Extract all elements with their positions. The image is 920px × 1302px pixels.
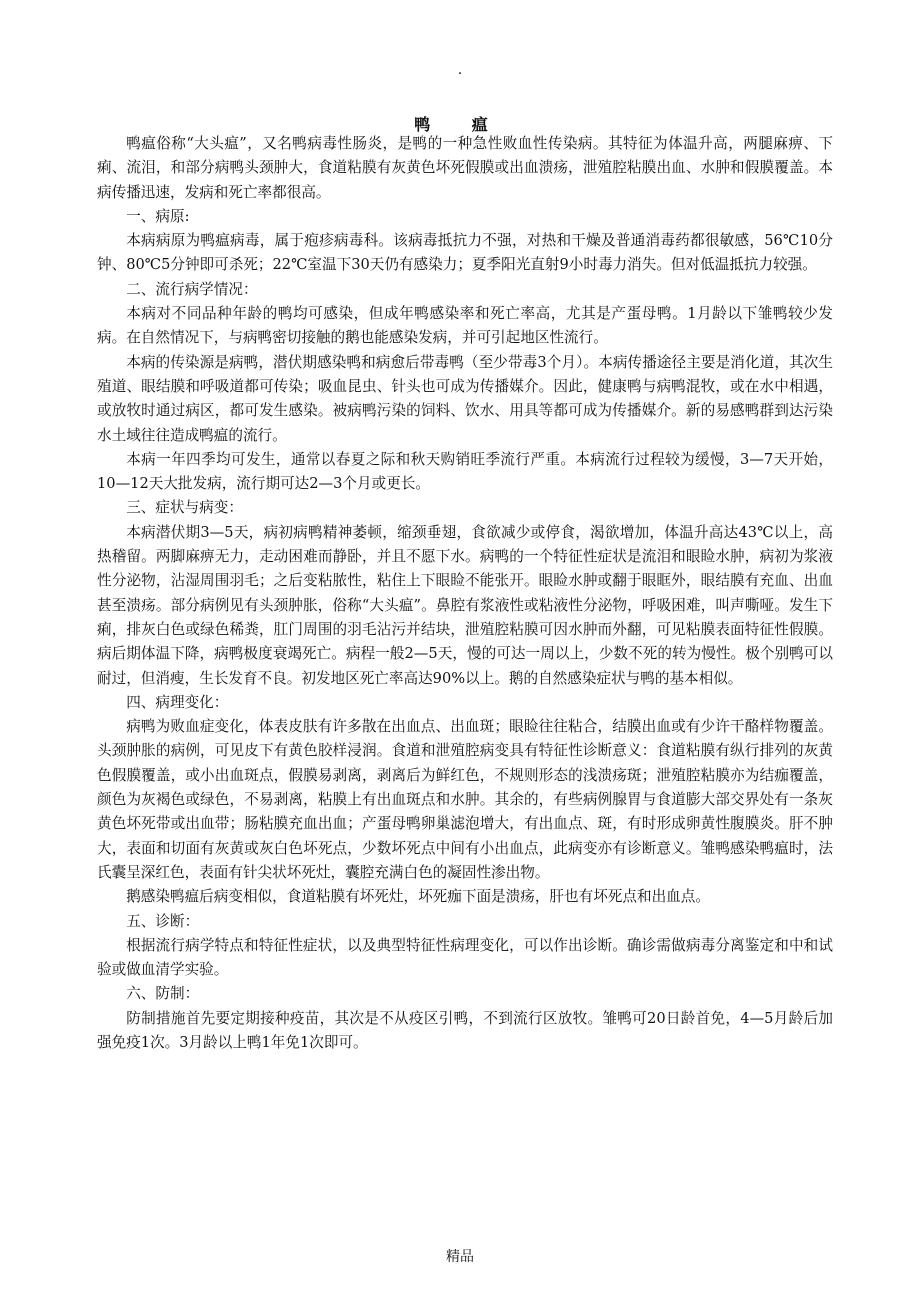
paragraph-epidemiology-2: 本病的传染源是病鸭，潜伏期感染鸭和病愈后带毒鸭（至少带毒3个月）。本病传播途径主要是消化道，其次生殖道、眼结膜和呼吸道都可传染；吸血昆虫、针头也可成为传播媒介。因此，健康鸭与病鸭混牧，或在水中相遇，或放牧时通过病区，都可发生感染。被病鸭污染的饲料、饮水、用具等都可成为传播媒介。新的易感鸭群到达污染水土域往往造成鸭瘟的流行。 [97,353,833,444]
paragraph-prevention: 防制措施首先要定期接种疫苗，其次是不从疫区引鸭，不到流行区放牧。雏鸭可20日龄首免，4—5月龄后加强免疫1次。3月龄以上鸭1年免1次即可。 [97,1009,833,1051]
intro-paragraph: 鸭瘟俗称“大头瘟”，又名鸭病毒性肠炎，是鸭的一种急性败血性传染病。其特征为体温升高，两腿麻痹、下痢、流泪，和部分病鸭头颈肿大，食道粘膜有灰黄色坏死假膜或出血溃疡，泄殖腔粘膜出血、水肿和假膜覆盖。本病传播迅速，发病和死亡率都很高。 [97,135,833,201]
paragraph-epidemiology-1: 本病对不同品种年龄的鸭均可感染，但成年鸭感染率和死亡率高，尤其是产蛋母鸭。1月龄以下雏鸭较少发病。在自然情况下，与病鸭密切接触的鹅也能感染发病，并可引起地区性流行。 [97,305,833,347]
section-heading-symptoms: 三、症状与病变： [126,499,243,517]
paragraph-symptoms: 本病潜伏期3—5天，病初病鸭精神萎顿，缩颈垂翅，食欲减少或停食，渴欲增加，体温升高达43℃以上，高热稽留。两脚麻痹无力，走动困难而静卧，并且不愿下水。病鸭的一个特征性症状是流泪和眼睑水肿，病初为浆液性分泌物，沾湿周围羽毛；之后变粘脓性，粘住上下眼睑不能张开。眼睑水肿或翻于眼眶外，眼结膜有充血、出血甚至溃疡。部分病例见有头颈肿胀，俗称“大头瘟”。鼻腔有浆液性或粘液性分泌物，呼吸困难，叫声嘶哑。发生下痢，排灰白色或绿色稀粪，肛门周围的羽毛沾污并结块，泄殖腔粘膜可因水肿而外翻，可见粘膜表面特征性假膜。病后期体温下降，病鸭极度衰竭死亡。病程一般2—5天，慢的可达一周以上，少数不死的转为慢性。极个别鸭可以耐过，但消瘦，生长发育不良。初发地区死亡率高达90%以上。鹅的自然感染症状与鸭的基本相似。 [97,523,833,687]
section-heading-diagnosis: 五、诊断： [126,912,200,930]
paragraph-pathology-1: 病鸭为败血症变化，体表皮肤有许多散在出血点、出血斑；眼睑往往粘合，结膜出血或有少许干酪样物覆盖。头颈肿胀的病例，可见皮下有黄色胶样浸润。食道和泄殖腔病变具有特征性诊断意义：食道粘膜有纵行排列的灰黄色假膜覆盖，或小出血斑点，假膜易剥离，剥离后为鲜红色，不规则形态的浅溃疡斑；泄殖腔粘膜亦为结痂覆盖，颜色为灰褐色或绿色，不易剥离，粘膜上有出血斑点和水肿。其余的，有些病例腺胃与食道膨大部交界处有一条灰黄色坏死带或出血带；肠粘膜充血出血；产蛋母鸭卵巢滤泡增大，有出血点、斑，有时形成卵黄性腹膜炎。肝不肿大，表面和切面有灰黄或灰白色坏死点，少数坏死点中间有小出血点，此病变亦有诊断意义。雏鸭感染鸭瘟时，法氏囊呈深红色，表面有针尖状坏死灶，囊腔充满白色的凝固性渗出物。 [97,718,833,881]
paragraph-pathology-2: 鹅感染鸭瘟后病变相似，食道粘膜有坏死灶，坏死痂下面是溃疡，肝也有坏死点和出血点。 [126,888,710,906]
document-body [97,132,833,1055]
section-heading-epidemiology: 二、流行病学情况： [126,280,258,298]
paragraph-diagnosis: 根据流行病学特点和特征性症状，以及典型特征性病理变化，可以作出诊断。确诊需做病毒分离鉴定和中和试验或做血清学实验。 [97,936,833,979]
paragraph-epidemiology-3: 本病一年四季均可发生，通常以春夏之际和秋天购销旺季流行严重。本病流行过程较为缓慢，3—7天开始，10—12天大批发病，流行期可达2—3个月或更长。 [97,450,833,493]
footer-label: 精品 [446,1249,474,1265]
document-title: 鸭 瘟 [414,115,506,134]
paragraph-pathogen: 本病病原为鸭瘟病毒，属于疱疹病毒科。该病毒抵抗力不强，对热和干燥及普通消毒药都很敏感，56℃10分钟、80℃5分钟即可杀死；22℃室温下30天仍有感染力；夏季阳光直射9小时毒力消失。但对低温抵抗力较强。 [97,232,833,274]
section-heading-pathogen: 一、病原: [126,207,190,225]
section-heading-pathology: 四、病理变化： [126,693,229,711]
header-dot: . [457,62,463,78]
section-heading-prevention: 六、防制： [126,985,200,1003]
